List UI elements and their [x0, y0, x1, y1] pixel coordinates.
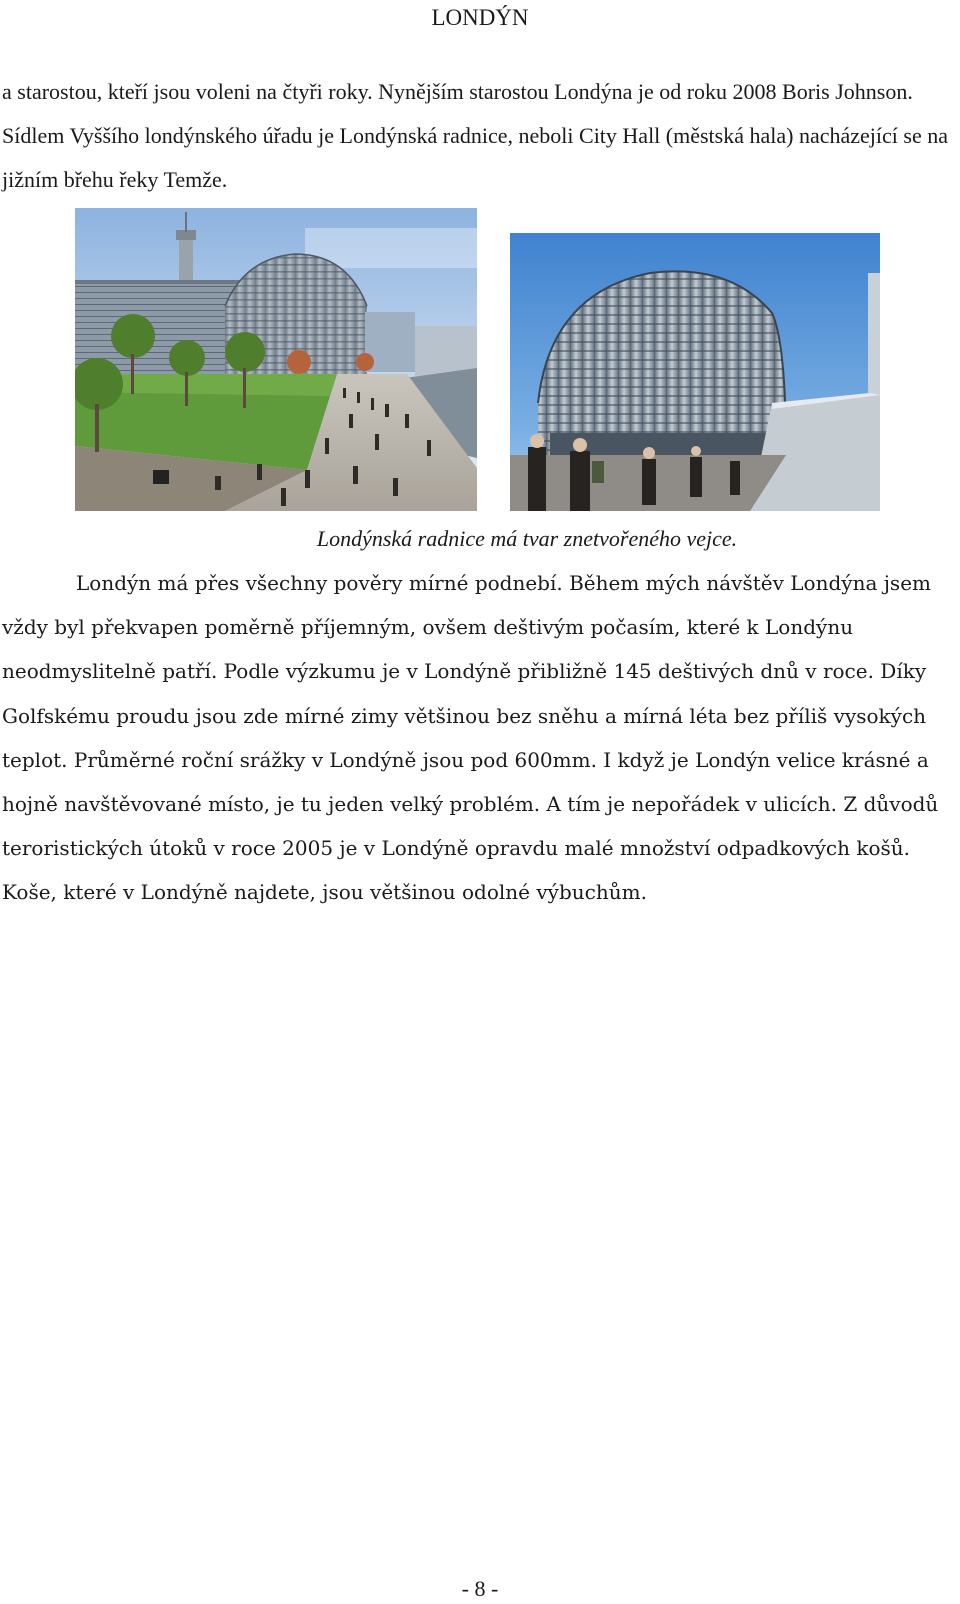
city-hall-promenade-photo [75, 208, 477, 511]
intro-paragraph: a starostou, kteří jsou voleni na čtyři roky. Nynějším starostou Londýna je od roku 2008 Boris Johnson. Sídlem Vyššího londýnského úřadu je Londýnská radnice, neboli City Hall (městská hala) nacházející se na jižním břehu řeky Temže. [2, 79, 948, 192]
body-paragraph [2, 561, 948, 915]
city-hall-building-photo [510, 233, 880, 511]
page-number: - 8 - [461, 1576, 499, 1601]
body-paragraph-text: Londýn má přes všechny pověry mírné podnebí. Během mých návštěv Londýna jsem vždy byl překvapen poměrně příjemným, ovšem deštivým počasím, které k Londýnu neodmyslitelně patří. Podle výzkumu je v Londýně přibližně 145 deštivých dnů v roce. Díky Golfskému proudu jsou zde mírné zimy většinou bez sněhu a mírná léta bez příliš vysokých teplot. Průměrné roční srážky v Londýně jsou pod 600mm. I když je Londýn velice krásné a hojně navštěvované místo, je tu jeden velký problém. A tím je nepořádek v ulicích. Z důvodů teroristických útoků v roce 2005 je v Londýně opravdu malé množství odpadkových košů. Koše, které v Londýně najdete, jsou většinou odolné výbuchům. [2, 571, 939, 905]
page-header: LONDÝN [431, 5, 529, 30]
figure-caption: Londýnská radnice má tvar znetvořeného vejce. [316, 526, 738, 551]
